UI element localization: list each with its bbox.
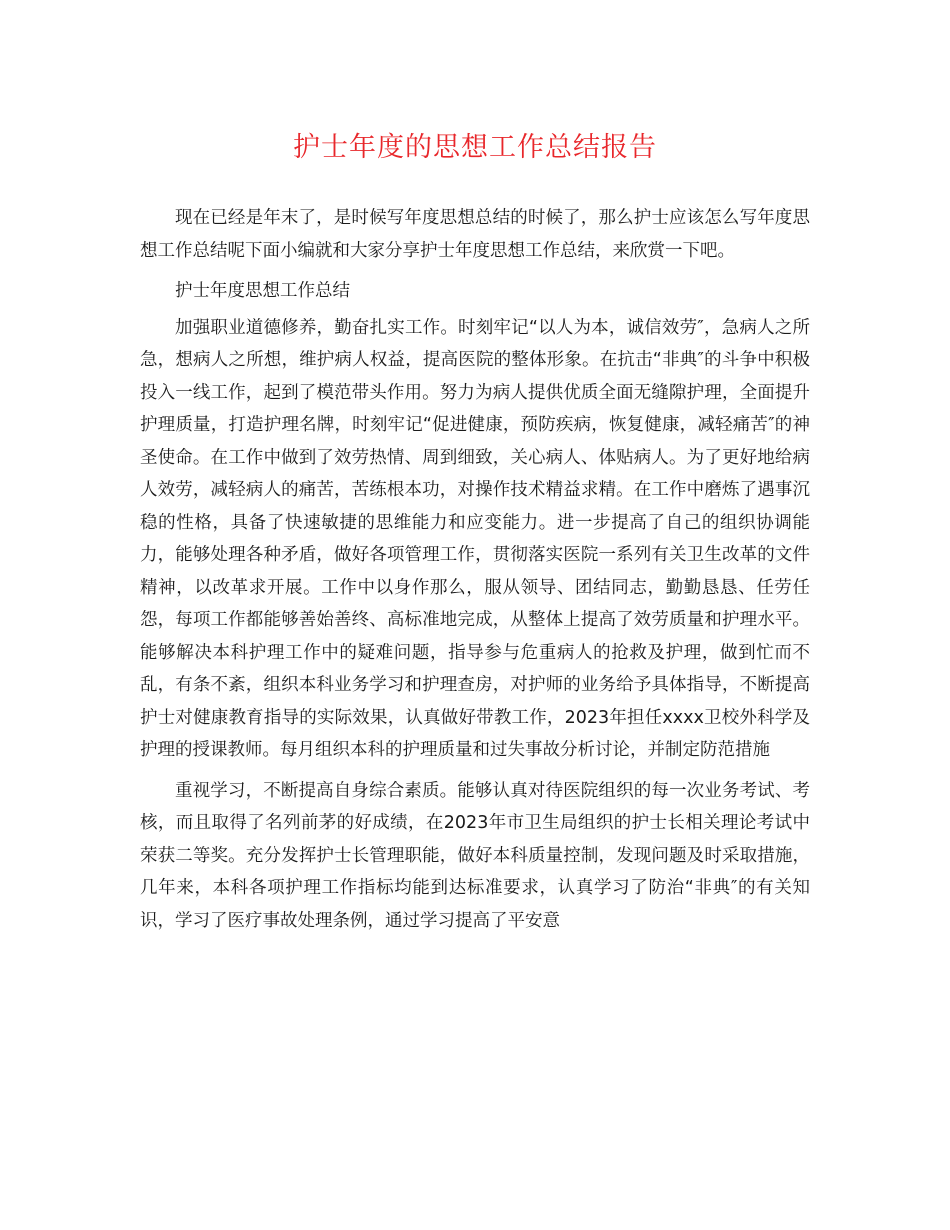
body-paragraph: 加强职业道德修养，勤奋扎实工作。时刻牢记“以人为本，诚信效劳″，急病人之所急，想病人之所想，维护病人权益，提高医院的整体形象。在抗击“非典″的斗争中积极投入一线工作，起到了模范带头作用。努力为病人提供优质全面无缝隙护理，全面提升护理质量，打造护理名牌，时刻牢记“促进健康，预防疾病，恢复健康，减轻痛苦″的神圣使命。在工作中做到了效劳热情、周到细致，关心病人、体贴病人。为了更好地给病人效劳，减轻病人的痛苦，苦练根本功，对操作技术精益求精。在工作中磨炼了遇事沉稳的性格，具备了快速敏捷的思维能力和应变能力。进一步提高了自己的组织协调能力，能够处理各种矛盾，做好各项管理工作，贯彻落实医院一系列有关卫生改革的文件精神，以改革求开展。工作中以身作那么，服从领导、团结同志，勤勤恳恳、任劳任怨，每项工作都能够善始善终、高标准地完成，从整体上提高了效劳质量和护理水平。能够解决本科护理工作中的疑难问题，指导参与危重病人的抢救及护理，做到忙而不乱，有条不紊，组织本科业务学习和护理查房，对护师的业务给予具体指导，不断提高护士对健康教育指导的实际效果，认真做好带教工作，2023年担任xxxx卫校外科学及护理的授课教师。每月组织本科的护理质量和过失事故分析讨论，并制定防范措施 bbox=[140, 317, 810, 760]
document-body bbox=[140, 202, 810, 945]
document-title: 护士年度的思想工作总结报告 bbox=[293, 132, 657, 163]
intro-paragraph: 现在已经是年末了，是时候写年度思想总结的时候了，那么护士应该怎么写年度思想工作总结呢下面小编就和大家分享护士年度思想工作总结，来欣赏一下吧。 bbox=[140, 208, 810, 261]
section-heading: 护士年度思想工作总结 bbox=[175, 281, 350, 301]
body-paragraph: 重视学习，不断提高自身综合素质。能够认真对待医院组织的每一次业务考试、考核，而且取得了名列前茅的好成绩，在2023年市卫生局组织的护士长相关理论考试中荣获二等奖。充分发挥护士长管理职能，做好本科质量控制，发现问题及时采取措施，几年来，本科各项护理工作指标均能到达标准要求，认真学习了防治“非典″的有关知识，学习了医疗事故处理条例，通过学习提高了平安意 bbox=[140, 780, 810, 931]
